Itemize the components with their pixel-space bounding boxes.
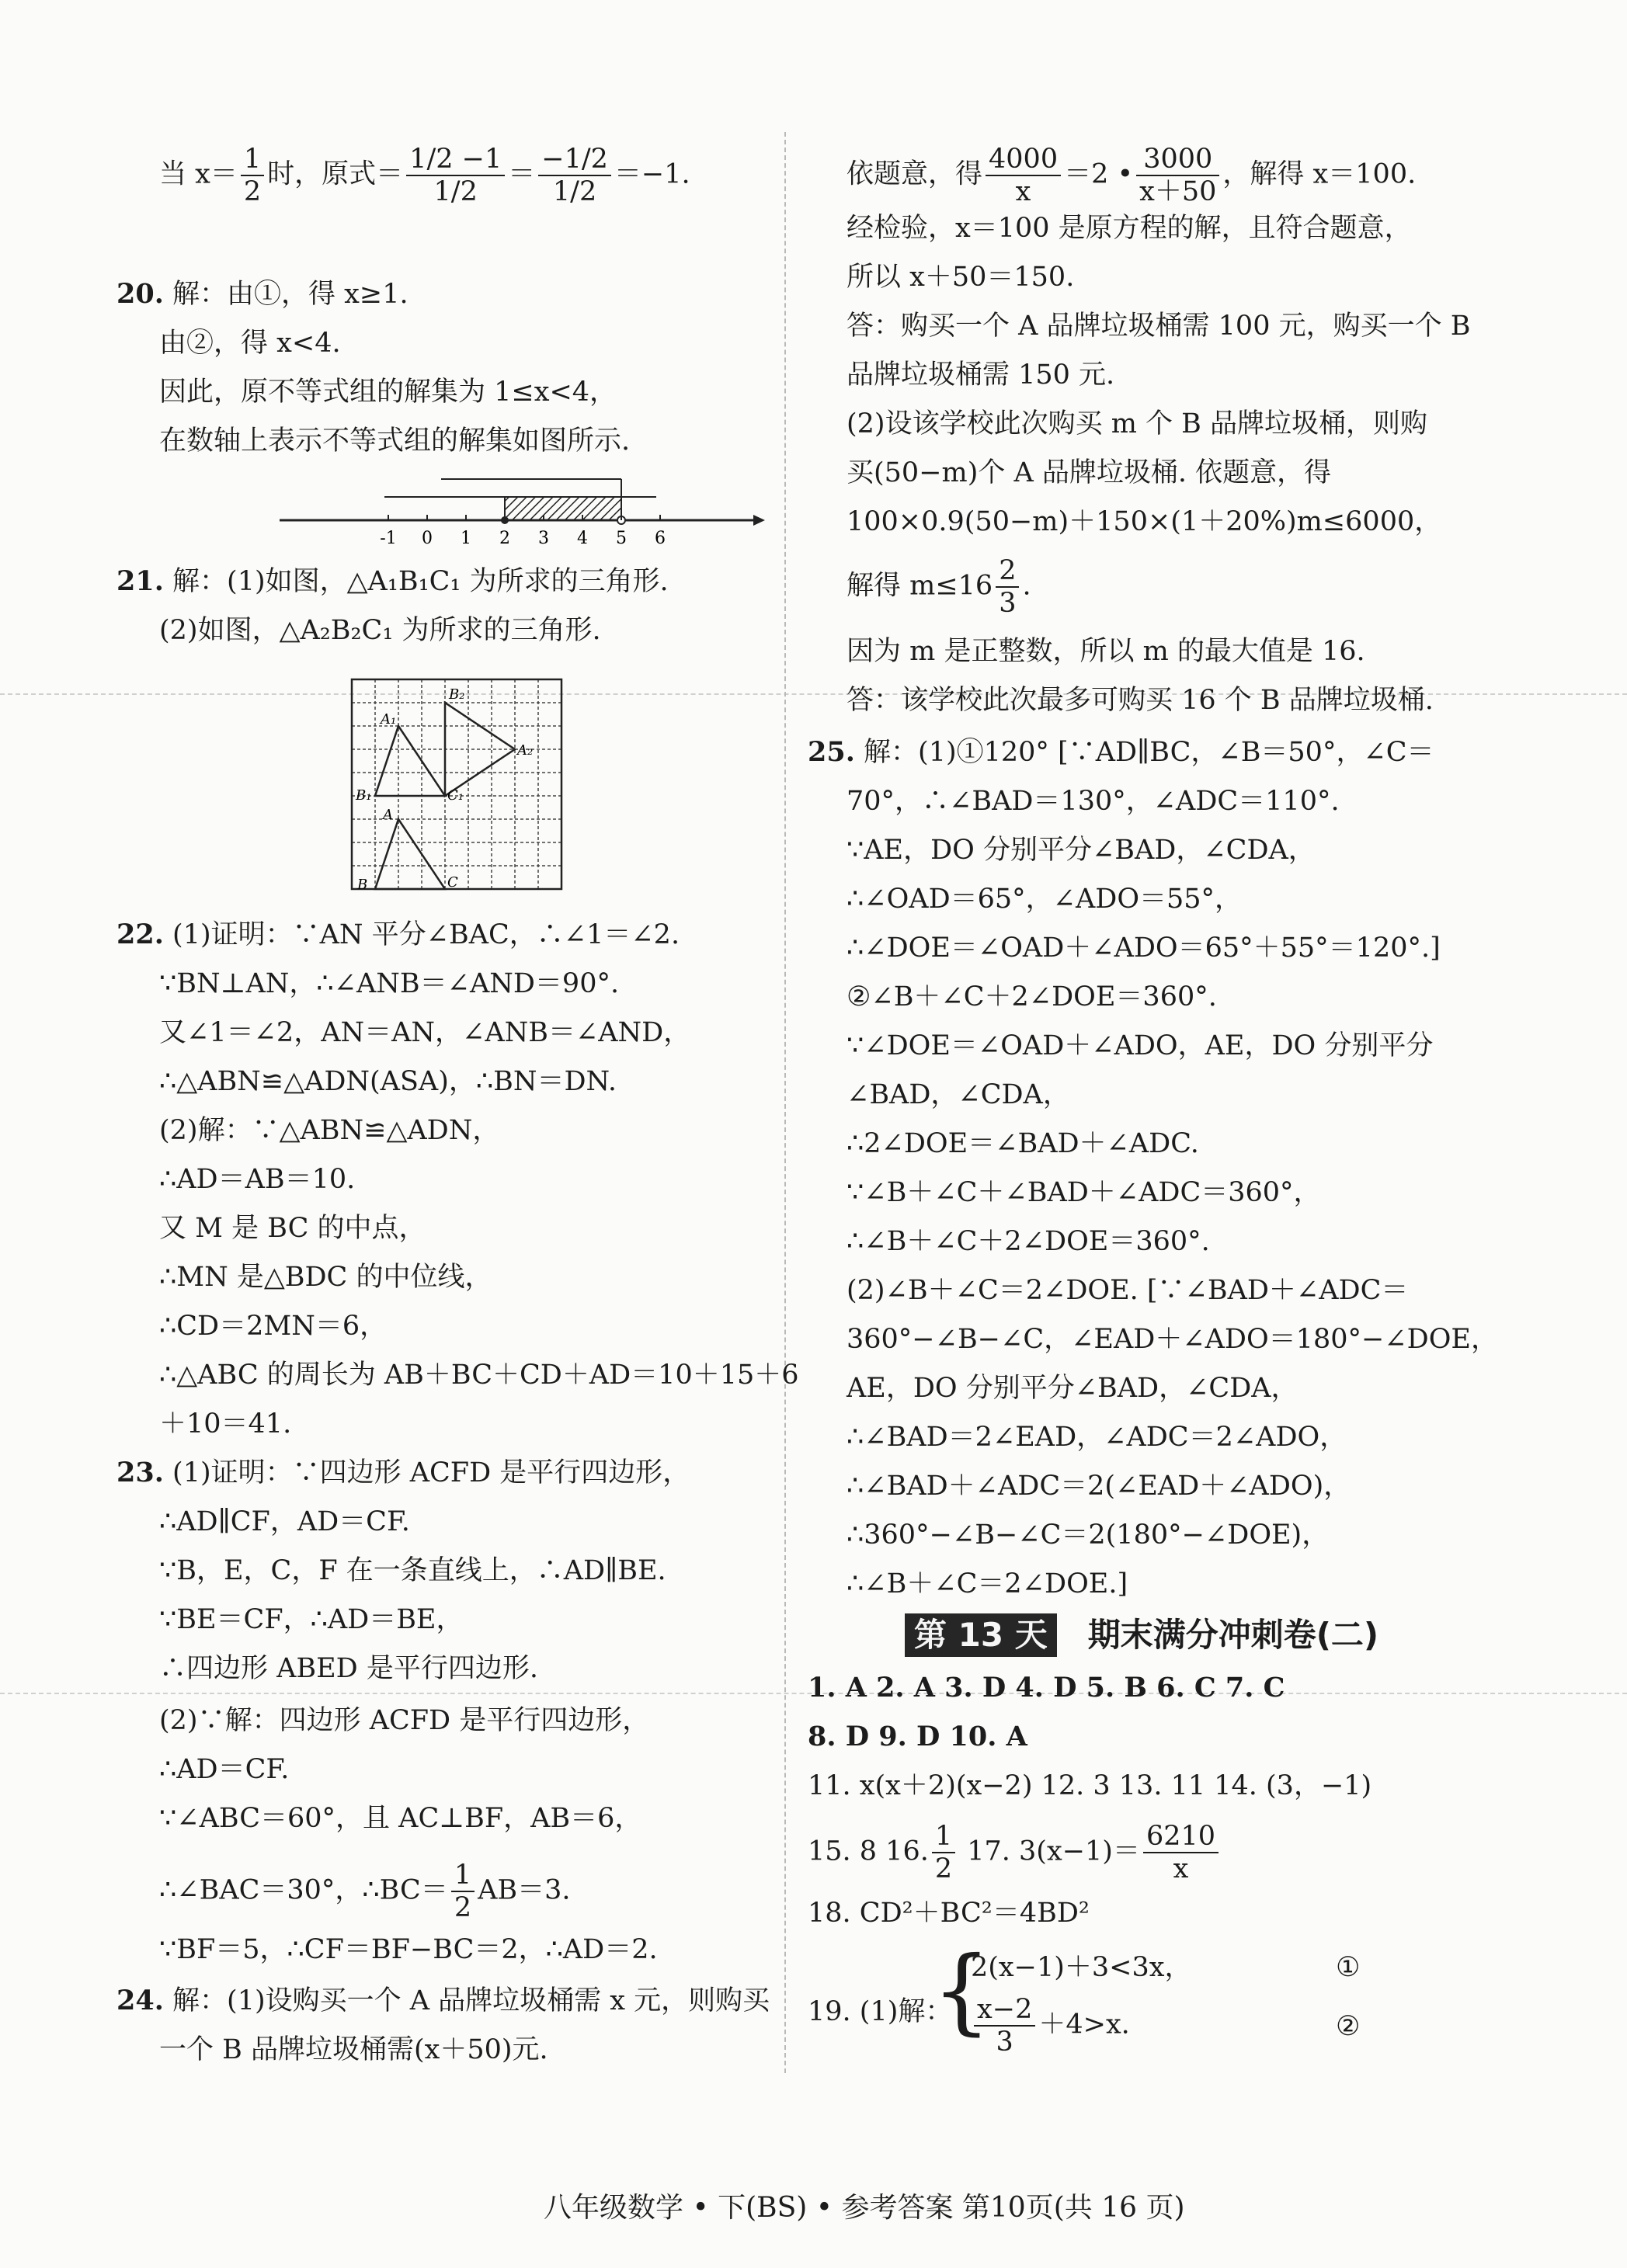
q25-line-15: ∴∠BAD＝2∠EAD，∠ADC＝2∠ADO，: [847, 1422, 1347, 1453]
label-a: A: [383, 807, 393, 823]
q23-line-4: ∵BE＝CF，∴AD＝BE，: [159, 1604, 464, 1635]
answers-11-14: 11. x(x＋2)(x−2) 12. 3 13. 11 14. (3，−1): [808, 1770, 1372, 1801]
fraction-two-thirds: $\frac{2}{3}$: [996, 555, 1019, 619]
fraction-x-minus-2: $\frac{x-2}{3}$: [974, 1994, 1035, 2058]
q23-line-7: ∴AD＝CF.: [159, 1754, 290, 1785]
triangle-a1b1c1: [375, 726, 445, 796]
label-b2: B₂: [449, 686, 465, 703]
r-line-6: (2)设该学校此次购买 m 个 B 品牌垃圾桶，则购: [847, 408, 1427, 439]
grid-transform-figure: [340, 668, 573, 901]
q22-line-8: ∴MN 是△BDC 的中位线，: [159, 1262, 492, 1293]
q25-line-14: AE，DO 分别平分∠BAD，∠CDA，: [847, 1373, 1298, 1404]
column-divider: [784, 132, 786, 2073]
label-c1: C₁: [447, 787, 464, 804]
section-title-text: 期末满分冲刺卷(二): [1087, 1616, 1379, 1654]
q23-line-6: (2)∵解：四边形 ACFD 是平行四边形，: [159, 1705, 650, 1736]
r-line-1: 依题意，得 $\frac{4000}{x}$ ＝2 • $\frac{3000}{x+50}$ ，解得 x＝100.: [847, 144, 1417, 207]
answer-18: 18. CD²＋BC²＝4BD²: [808, 1898, 1090, 1929]
q24-line-2: 一个 B 品牌垃圾桶需(x＋50)元.: [159, 2034, 548, 2065]
section-heading: [905, 1613, 1378, 1657]
tick-label: 2: [499, 529, 510, 548]
r-line-2: 经检验，x＝100 是原方程的解，且符合题意，: [847, 213, 1412, 244]
r-line-8: 100×0.9(50−m)＋150×(1＋20%)m≤6000，: [847, 506, 1442, 537]
q22-line-2: ∵BN⊥AN，∴∠ANB＝∠AND＝90°.: [159, 968, 620, 999]
q25-line-7: ∵∠DOE＝∠OAD＋∠ADO，AE，DO 分别平分: [847, 1030, 1434, 1061]
q25-line-11: ∴∠B＋∠C＋2∠DOE＝360°.: [847, 1226, 1210, 1257]
q23-line-5: ∴四边形 ABED 是平行四边形.: [159, 1653, 538, 1684]
q23-line-2: ∴AD∥CF，AD＝CF.: [159, 1506, 410, 1537]
q25-line-5: ∴∠DOE＝∠OAD＋∠ADO＝65°＋55°＝120°.]: [847, 933, 1441, 964]
q22-line-9: ∴CD＝2MN＝6，: [159, 1311, 388, 1342]
q20-line-2: 由②，得 x<4.: [159, 328, 341, 359]
label-a1: A₁: [381, 711, 397, 728]
q23-line-10: ∵BF＝5，∴CF＝BF−BC＝2，∴AD＝2.: [159, 1934, 658, 1965]
fraction-6210: $\frac{6210}{x}$: [1143, 1821, 1219, 1884]
q25-line-6: ②∠B＋∠C＋2∠DOE＝360°.: [847, 981, 1217, 1012]
label-c: C: [447, 874, 458, 891]
fraction-half-3: $\frac{1}{2}$: [932, 1821, 955, 1884]
q23-line-1: 23. (1)证明：∵四边形 ACFD 是平行四边形，: [116, 1457, 690, 1488]
r-line-3: 所以 x＋50＝150.: [847, 262, 1075, 293]
fraction-half-2: $\frac{1}{2}$: [451, 1860, 475, 1923]
q22-line-5: (2)解：∵△ABN≌△ADN，: [159, 1115, 500, 1146]
q25-line-16: ∴∠BAD＋∠ADC＝2(∠EAD＋∠ADO)，: [847, 1471, 1351, 1502]
q19-label: 19. (1)解：: [808, 1996, 953, 2027]
tick-label: 1: [461, 529, 471, 548]
q25-line-1: 25. 解：(1)①120° [∵AD∥BC，∠B＝50°，∠C＝: [808, 736, 1434, 768]
triangle-abc: [375, 819, 445, 889]
fraction-half: $\frac{1}{2}$: [241, 144, 264, 207]
solution-shaded-region: [505, 497, 621, 520]
q25-line-4: ∴∠OAD＝65°，∠ADO＝55°，: [847, 884, 1243, 915]
section-day-badge: 第 13 天: [905, 1613, 1057, 1657]
q22-line-7: 又 M 是 BC 的中点，: [159, 1213, 426, 1244]
q20-line-1: 20. 解：由①，得 x≥1.: [116, 278, 408, 310]
q25-line-12: (2)∠B＋∠C＝2∠DOE. [∵∠BAD＋∠ADC＝: [847, 1275, 1409, 1306]
fraction-a: $\frac{1/2 -1}{1/2}$: [406, 144, 505, 207]
system-brace: {: [932, 1937, 992, 2045]
substitution-line: 当 x＝ $\frac{1}{2}$ 时，原式＝ $\frac{1/2 -1}{1/2}$ ＝ $\frac{-1/2}{1/2}$ ＝−1.: [159, 144, 690, 207]
page-footer: 八年级数学 • 下(BS) • 参考答案 第10页(共 16 页): [544, 2192, 1185, 2224]
q25-line-8: ∠BAD，∠CDA，: [847, 1079, 1070, 1110]
tick-label: 6: [655, 529, 666, 548]
r-line-11: 答：该学校此次最多可购买 16 个 B 品牌垃圾桶.: [847, 685, 1434, 716]
r-line-4: 答：购买一个 A 品牌垃圾桶需 100 元，购买一个 B: [847, 311, 1471, 342]
label-b1: B₁: [356, 787, 372, 804]
label-b: B: [357, 877, 368, 893]
marker-circle-1: ①: [1336, 1952, 1361, 1983]
label-a2: A₂: [517, 742, 534, 759]
r-line-7: 买(50−m)个 A 品牌垃圾桶. 依题意，得: [847, 457, 1332, 488]
number-line-figure: [272, 470, 769, 551]
q22-line-6: ∴AD＝AB＝10.: [159, 1164, 356, 1195]
answers-15-17: 15. 8 16. $\frac{1}{2}$ 17. 3(x−1)＝ $\frac{6210}{x}$: [808, 1821, 1222, 1884]
q25-line-18: ∴∠B＋∠C＝2∠DOE.]: [847, 1568, 1128, 1599]
q23-line-9: ∴∠BAC＝30°，∴BC＝ $\frac{1}{2}$ AB＝3.: [159, 1860, 571, 1923]
q20-line-3: 因此，原不等式组的解集为 1≤x<4，: [159, 377, 617, 408]
q23-line-3: ∵B，E，C，F 在一条直线上，∴AD∥BE.: [159, 1555, 666, 1586]
q21-line-2: (2)如图，△A₂B₂C₁ 为所求的三角形.: [159, 615, 601, 646]
q25-line-10: ∵∠B＋∠C＋∠BAD＋∠ADC＝360°，: [847, 1177, 1321, 1208]
q25-line-3: ∵AE，DO 分别平分∠BAD，∠CDA，: [847, 835, 1316, 866]
tick-label: 5: [616, 529, 627, 548]
r-line-9: 解得 m≤16 $\frac{2}{3}$ .: [847, 555, 1031, 619]
tick-label: 4: [577, 529, 588, 548]
answers-1-7: 1. A 2. A 3. D 4. D 5. B 6. C 7. C: [808, 1672, 1285, 1704]
q22-line-3: 又∠1＝∠2，AN＝AN，∠ANB＝∠AND，: [159, 1017, 691, 1048]
fraction-b: $\frac{-1/2}{1/2}$: [538, 144, 611, 207]
q25-line-9: ∴2∠DOE＝∠BAD＋∠ADC.: [847, 1128, 1199, 1159]
answers-8-10: 8. D 9. D 10. A: [808, 1721, 1027, 1752]
q23-line-8: ∵∠ABC＝60°，且 AC⊥BF，AB＝6，: [159, 1803, 642, 1834]
q19-inequality-1: 2(x−1)＋3<3x，: [971, 1952, 1192, 1983]
r-line-5: 品牌垃圾桶需 150 元.: [847, 359, 1115, 391]
tick-label: 3: [538, 529, 549, 548]
q25-line-17: ∴360°−∠B−∠C＝2(180°−∠DOE)，: [847, 1520, 1330, 1551]
q22-line-4: ∴△ABN≌△ADN(ASA)，∴BN＝DN.: [159, 1066, 617, 1097]
q24-line-1: 24. 解：(1)设购买一个 A 品牌垃圾桶需 x 元，则购买: [116, 1985, 770, 2016]
q22-line-11: ＋10＝41.: [159, 1408, 292, 1440]
fraction-3000: $\frac{3000}{x+50}$: [1136, 144, 1219, 207]
q22-line-1: 22. (1)证明：∵AN 平分∠BAC，∴∠1＝∠2.: [116, 919, 680, 950]
r-line-10: 因为 m 是正整数，所以 m 的最大值是 16.: [847, 636, 1365, 667]
number-line-arrow: [753, 515, 765, 526]
tick-label: 0: [422, 529, 433, 548]
q25-line-13: 360°−∠B−∠C，∠EAD＋∠ADO＝180°−∠DOE，: [847, 1324, 1498, 1355]
tick-label: -1: [380, 529, 397, 548]
fraction-4000: $\frac{4000}{x}$: [986, 144, 1061, 207]
q19-inequality-2: $\frac{x-2}{3}$ ＋4>x.: [971, 1994, 1130, 2058]
q25-line-2: 70°，∴∠BAD＝130°，∠ADC＝110°.: [847, 786, 1340, 817]
q21-line-1: 21. 解：(1)如图，△A₁B₁C₁ 为所求的三角形.: [116, 565, 669, 597]
q22-line-10: ∴△ABC 的周长为 AB＋BC＋CD＋AD＝10＋15＋6: [159, 1360, 799, 1391]
marker-circle-2: ②: [1336, 2011, 1361, 2042]
q20-line-4: 在数轴上表示不等式组的解集如图所示.: [159, 425, 631, 457]
